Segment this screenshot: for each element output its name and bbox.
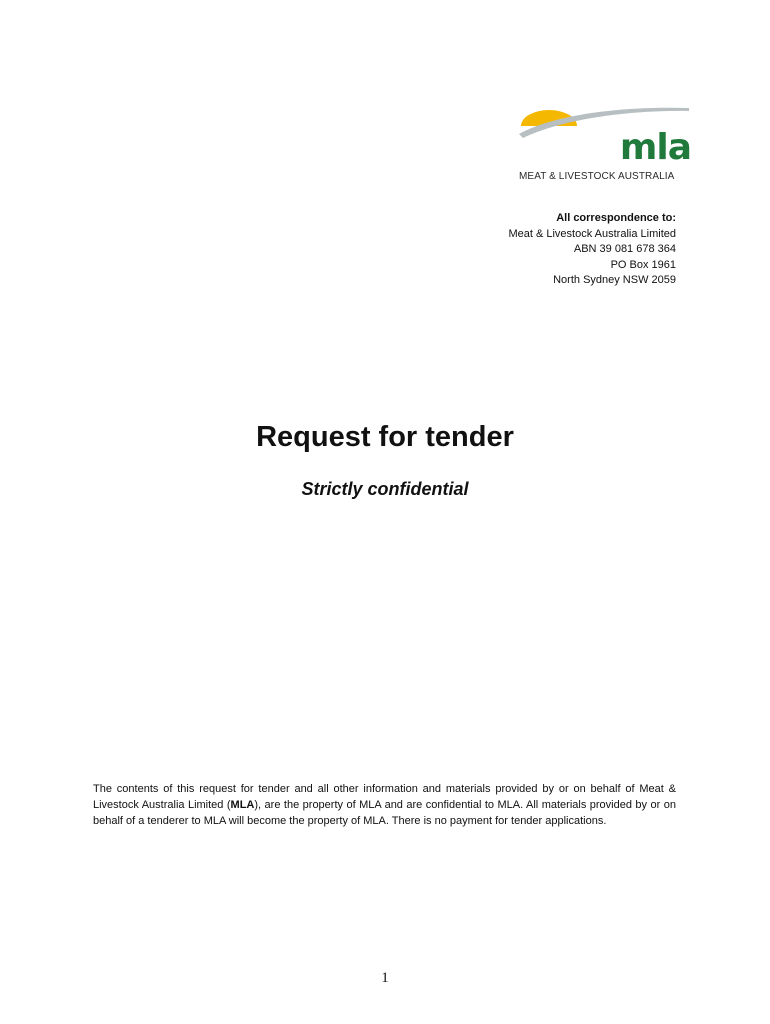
address-line: North Sydney NSW 2059: [553, 274, 676, 286]
correspondence-address: [508, 211, 676, 289]
document-subtitle: Strictly confidential: [301, 479, 469, 499]
page-number: 1: [381, 970, 389, 986]
address-heading: All correspondence to:: [556, 212, 676, 224]
notice-abbreviation: MLA: [230, 799, 255, 811]
notice-text: ), are the property of MLA and are confidential to MLA. All materials provided by or on behalf of a tenderer to MLA will become the property of MLA. There is no payment for tender applications.: [93, 799, 676, 827]
address-line: Meat & Livestock Australia Limited: [508, 227, 676, 240]
logo-wordmark: mla: [619, 127, 691, 168]
mla-logo: [515, 104, 693, 186]
address-line: ABN 39 081 678 364: [573, 243, 676, 255]
logo-tagline: MEAT & LIVESTOCK AUSTRALIA: [519, 171, 675, 182]
notice-text: The contents of this request for tender and all other information and materials provided by or on behalf of Meat & Livestock Australia Limited (: [93, 783, 676, 811]
address-line: PO Box 1961: [610, 258, 676, 271]
document-title: Request for tender: [256, 421, 514, 453]
confidentiality-notice: [93, 781, 676, 829]
